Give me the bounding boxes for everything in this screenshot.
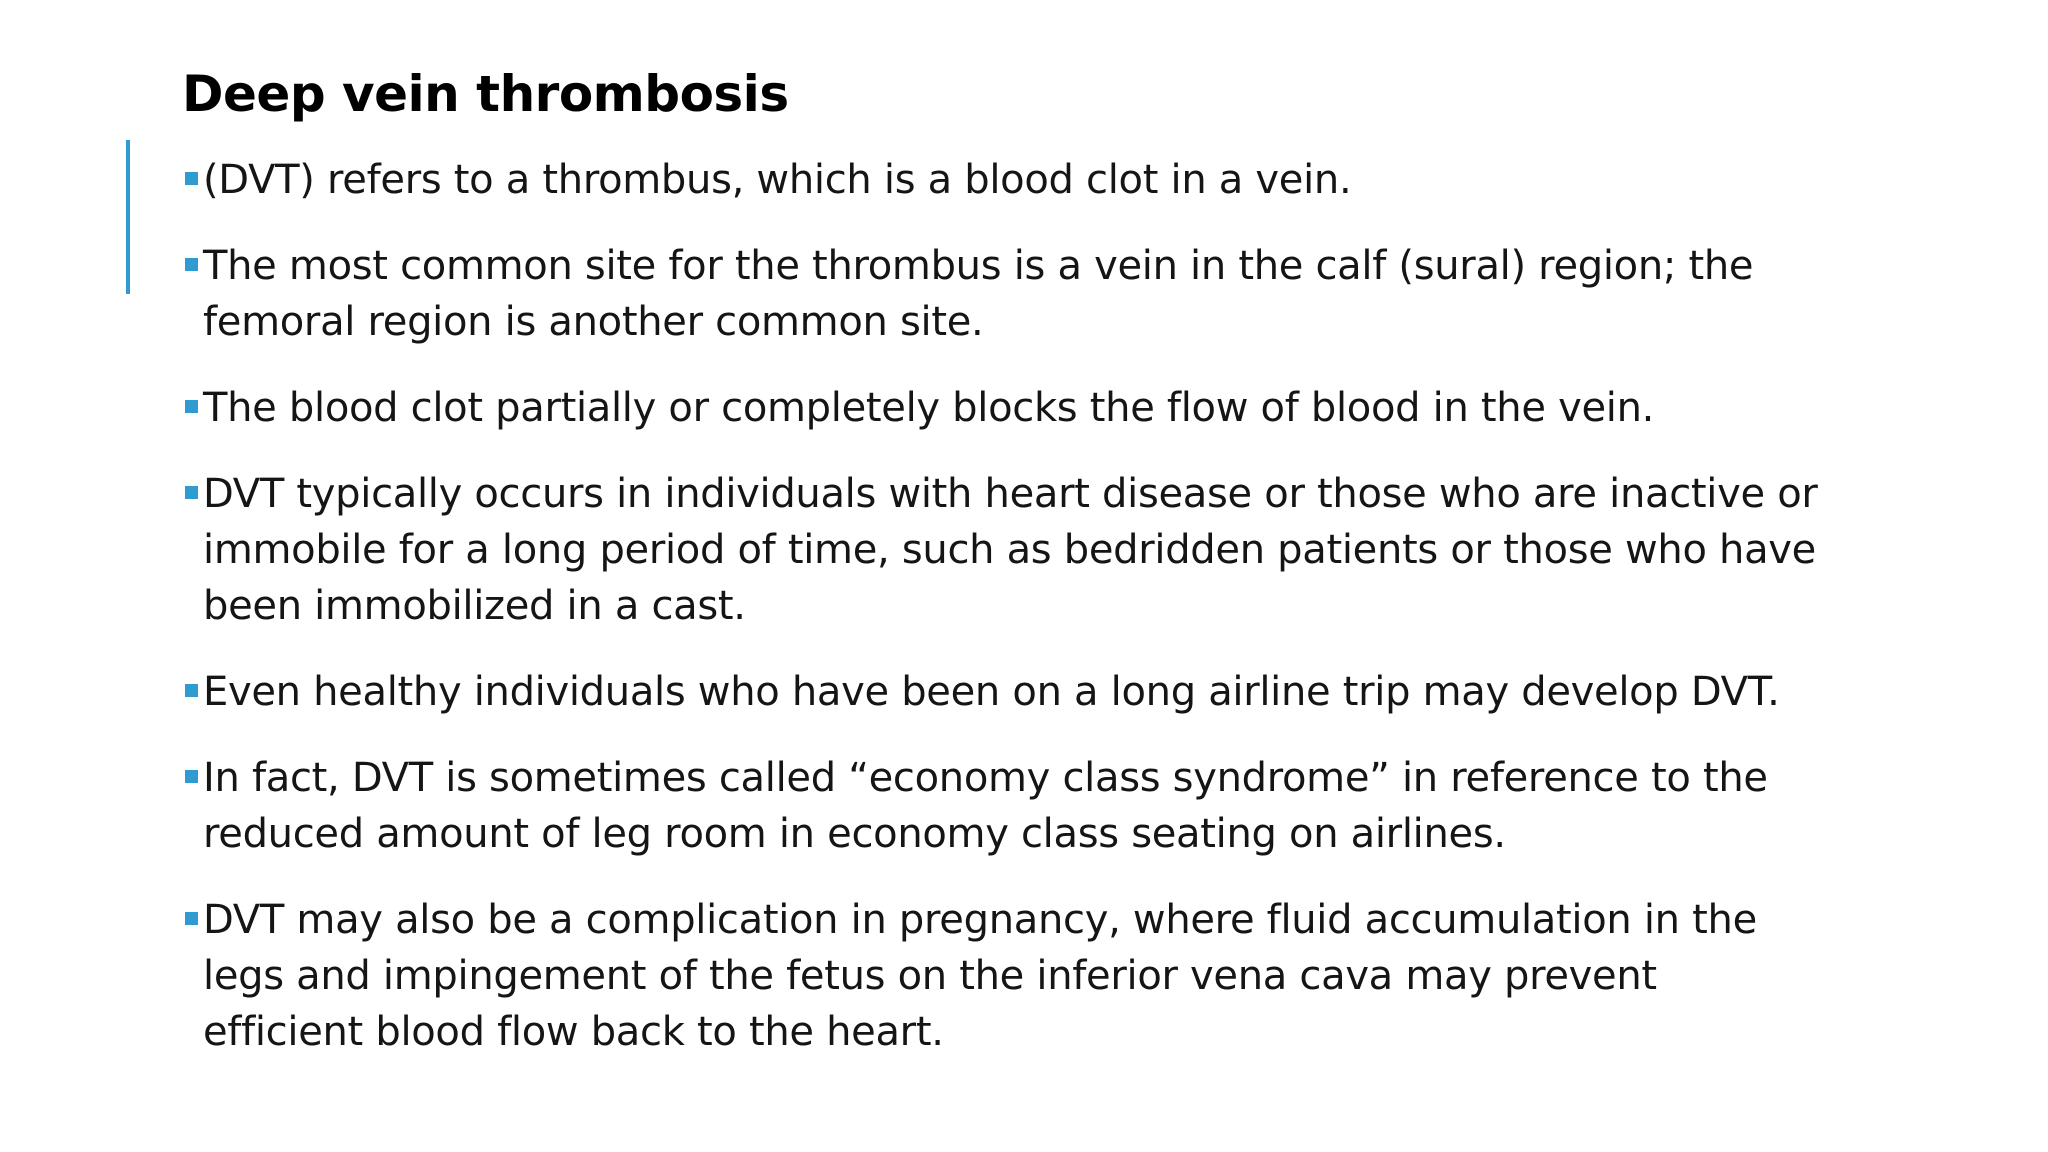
square-bullet-icon [185, 770, 198, 783]
bullet-text: Even healthy individuals who have been on a long airline trip may develop DVT. [203, 669, 1780, 715]
square-bullet-icon [185, 258, 198, 271]
square-bullet-icon [185, 400, 198, 413]
bullet-text: DVT typically occurs in individuals with heart disease or those who are inactive or immobile for a long period of time, such as bedridden patients or those who have been immobilized in a cast. [203, 471, 1818, 629]
bullet-item [185, 152, 1825, 208]
bullet-text: (DVT) refers to a thrombus, which is a blood clot in a vein. [203, 157, 1352, 203]
bullet-text: The most common site for the thrombus is a vein in the calf (sural) region; the femoral region is another common site. [203, 243, 1754, 345]
bullet-list [185, 152, 1825, 1090]
square-bullet-icon [185, 486, 198, 499]
square-bullet-icon [185, 912, 198, 925]
square-bullet-icon [185, 172, 198, 185]
slide-title: Deep vein thrombosis [182, 65, 789, 123]
bullet-text: The blood clot partially or completely blocks the flow of blood in the vein. [203, 385, 1655, 431]
bullet-text: In fact, DVT is sometimes called “economy class syndrome” in reference to the reduced amount of leg room in economy class seating on airlines. [203, 755, 1768, 857]
bullet-text: DVT may also be a complication in pregnancy, where fluid accumulation in the legs and impingement of the fetus on the inferior vena cava may prevent efficient blood flow back to the heart. [203, 897, 1757, 1055]
accent-bar [126, 140, 130, 294]
bullet-item [185, 238, 1825, 350]
bullet-item [185, 750, 1825, 862]
square-bullet-icon [185, 684, 198, 697]
bullet-item [185, 466, 1825, 634]
bullet-item [185, 380, 1825, 436]
bullet-item [185, 664, 1825, 720]
bullet-item [185, 892, 1825, 1060]
